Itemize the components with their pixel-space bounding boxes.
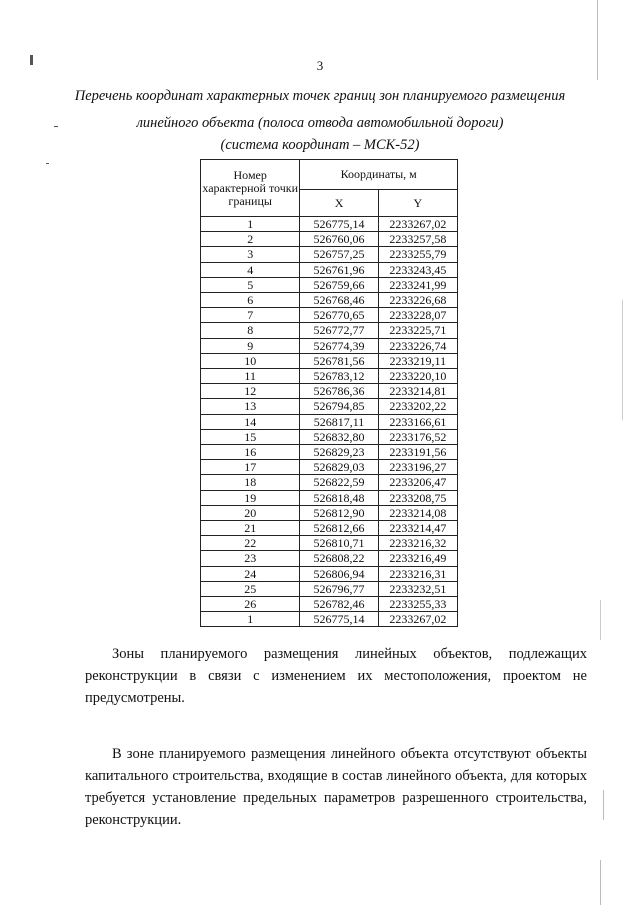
scan-edge-right-3	[600, 600, 601, 640]
cell-y: 2233241,99	[378, 277, 457, 292]
table-row	[201, 323, 458, 338]
cell-x: 526786,36	[300, 384, 378, 399]
paragraph-2: В зоне планируемого размещения линейного объекта отсутствуют объекты капитального строительства, входящие в состав линейного объекта, для которых требуется установление предельных параметров разрешенного строительства, реконструкции.	[85, 746, 587, 828]
cell-x: 526808,22	[300, 551, 378, 566]
table-row	[201, 262, 458, 277]
cell-y: 2233214,81	[378, 384, 457, 399]
cell-y: 2233216,31	[378, 566, 457, 581]
cell-y: 2233220,10	[378, 369, 457, 384]
table-row	[201, 581, 458, 596]
cell-x: 526818,48	[300, 490, 378, 505]
table-row	[201, 490, 458, 505]
cell-x: 526775,14	[300, 612, 378, 627]
cell-point-number: 9	[201, 338, 300, 353]
table-row	[201, 429, 458, 444]
table-row	[201, 369, 458, 384]
cell-y: 2233255,79	[378, 247, 457, 262]
cell-y: 2233214,47	[378, 521, 457, 536]
cell-y: 2233206,47	[378, 475, 457, 490]
cell-x: 526783,12	[300, 369, 378, 384]
cell-x: 526822,59	[300, 475, 378, 490]
table-row	[201, 445, 458, 460]
cell-point-number: 1	[201, 217, 300, 232]
cell-x: 526772,77	[300, 323, 378, 338]
cell-x: 526812,90	[300, 505, 378, 520]
cell-x: 526806,94	[300, 566, 378, 581]
cell-point-number: 25	[201, 581, 300, 596]
header-x: X	[300, 189, 378, 216]
table-row	[201, 399, 458, 414]
table-row	[201, 505, 458, 520]
cell-point-number: 6	[201, 293, 300, 308]
table-body	[201, 217, 458, 627]
cell-x: 526775,14	[300, 217, 378, 232]
cell-point-number: 23	[201, 551, 300, 566]
cell-y: 2233255,33	[378, 597, 457, 612]
cell-y: 2233228,07	[378, 308, 457, 323]
cell-x: 526781,56	[300, 353, 378, 368]
cell-x: 526810,71	[300, 536, 378, 551]
cell-y: 2233216,32	[378, 536, 457, 551]
cell-y: 2233226,74	[378, 338, 457, 353]
scan-edge-right-5	[600, 860, 601, 905]
cell-point-number: 3	[201, 247, 300, 262]
cell-x: 526774,39	[300, 338, 378, 353]
cell-point-number: 18	[201, 475, 300, 490]
coordinates-table	[200, 159, 458, 627]
cell-y: 2233202,22	[378, 399, 457, 414]
table-row	[201, 521, 458, 536]
table-row	[201, 247, 458, 262]
cell-point-number: 19	[201, 490, 300, 505]
cell-y: 2233226,68	[378, 293, 457, 308]
table-row	[201, 414, 458, 429]
cell-point-number: 14	[201, 414, 300, 429]
cell-point-number: 13	[201, 399, 300, 414]
cell-x: 526757,25	[300, 247, 378, 262]
heading-line-2: линейного объекта (полоса отвода автомобильной дороги)	[136, 115, 504, 131]
cell-point-number: 5	[201, 277, 300, 292]
cell-point-number: 21	[201, 521, 300, 536]
cell-y: 2233176,52	[378, 429, 457, 444]
table-row	[201, 612, 458, 627]
cell-x: 526794,85	[300, 399, 378, 414]
cell-point-number: 1	[201, 612, 300, 627]
cell-point-number: 17	[201, 460, 300, 475]
cell-y: 2233214,08	[378, 505, 457, 520]
table-row	[201, 217, 458, 232]
cell-x: 526768,46	[300, 293, 378, 308]
table-row	[201, 308, 458, 323]
cell-point-number: 8	[201, 323, 300, 338]
scan-edge-right-2	[622, 300, 623, 420]
cell-x: 526812,66	[300, 521, 378, 536]
cell-point-number: 15	[201, 429, 300, 444]
cell-y: 2233216,49	[378, 551, 457, 566]
cell-x: 526829,03	[300, 460, 378, 475]
cell-point-number: 4	[201, 262, 300, 277]
table-row	[201, 551, 458, 566]
cell-point-number: 24	[201, 566, 300, 581]
cell-x: 526761,96	[300, 262, 378, 277]
cell-point-number: 12	[201, 384, 300, 399]
cell-y: 2233257,58	[378, 232, 457, 247]
cell-y: 2233232,51	[378, 581, 457, 596]
table-row	[201, 384, 458, 399]
cell-y: 2233191,56	[378, 445, 457, 460]
cell-y: 2233208,75	[378, 490, 457, 505]
cell-x: 526829,23	[300, 445, 378, 460]
cell-point-number: 26	[201, 597, 300, 612]
table-row	[201, 353, 458, 368]
scan-edge-right-4	[603, 790, 604, 820]
cell-point-number: 10	[201, 353, 300, 368]
table-row	[201, 536, 458, 551]
cell-y: 2233267,02	[378, 612, 457, 627]
cell-x: 526796,77	[300, 581, 378, 596]
paragraph-1: Зоны планируемого размещения линейных объектов, подлежащих реконструкции в связи с изменением их местоположения, проектом не предусмотрены.	[85, 646, 587, 706]
cell-x: 526760,06	[300, 232, 378, 247]
cell-point-number: 7	[201, 308, 300, 323]
page-number: 3	[316, 58, 324, 73]
cell-y: 2233166,61	[378, 414, 457, 429]
table-row	[201, 597, 458, 612]
cell-point-number: 22	[201, 536, 300, 551]
cell-x: 526832,80	[300, 429, 378, 444]
cell-x: 526770,65	[300, 308, 378, 323]
header-coordinates: Координаты, м	[300, 160, 458, 190]
cell-y: 2233219,11	[378, 353, 457, 368]
header-y: Y	[378, 189, 457, 216]
cell-y: 2233225,71	[378, 323, 457, 338]
cell-point-number: 11	[201, 369, 300, 384]
table-row	[201, 460, 458, 475]
cell-x: 526817,11	[300, 414, 378, 429]
table-row	[201, 277, 458, 292]
cell-x: 526782,46	[300, 597, 378, 612]
cell-y: 2233196,27	[378, 460, 457, 475]
heading-line-1: Перечень координат характерных точек границ зон планируемого размещения	[74, 88, 566, 104]
cell-y: 2233267,02	[378, 217, 457, 232]
table-row	[201, 232, 458, 247]
cell-point-number: 2	[201, 232, 300, 247]
table-row	[201, 566, 458, 581]
cell-y: 2233243,45	[378, 262, 457, 277]
heading-line-3: (система координат – МСК-52)	[220, 137, 420, 153]
scan-mark-left-dot-2	[46, 163, 49, 164]
cell-point-number: 20	[201, 505, 300, 520]
table-row	[201, 293, 458, 308]
table-row	[201, 475, 458, 490]
table-row	[201, 338, 458, 353]
cell-x: 526759,66	[300, 277, 378, 292]
header-point-number: Номер характерной точки границы	[201, 160, 300, 217]
cell-point-number: 16	[201, 445, 300, 460]
